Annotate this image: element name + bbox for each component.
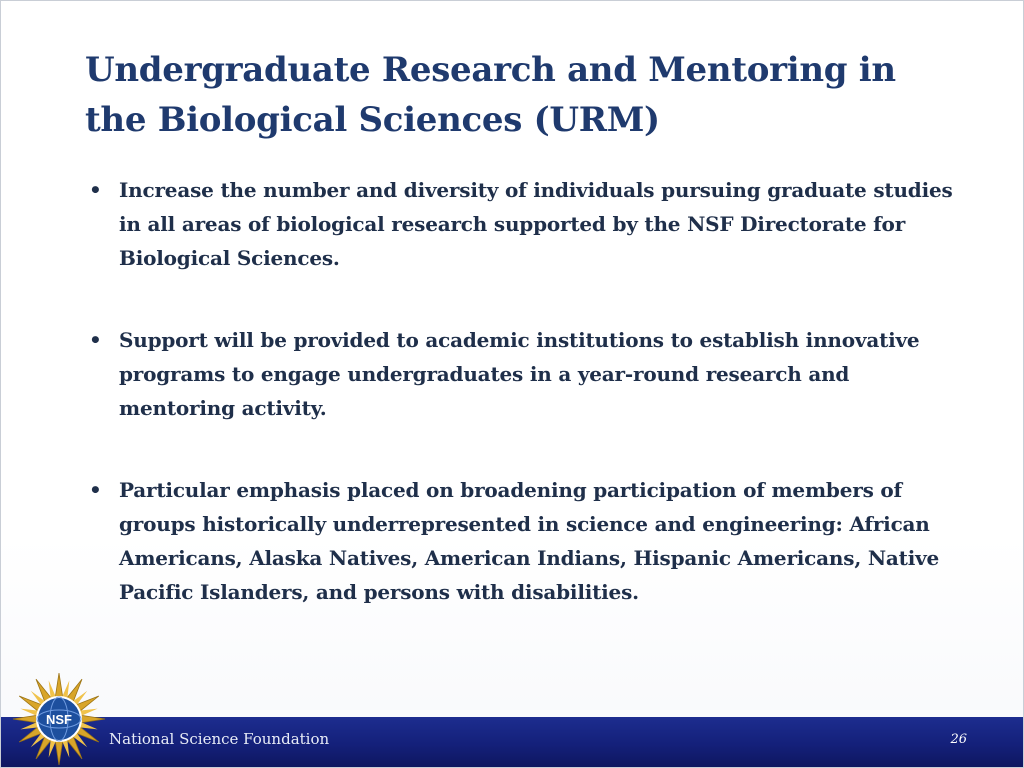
- bullet-text: Support will be provided to academic institutions to establish innovative programs to engage undergraduates in a year-round research and mentoring activity.: [119, 328, 920, 420]
- bullet-text: Increase the number and diversity of individuals pursuing graduate studies in all areas of biological research supported by the NSF Directorate for Biological Sciences.: [119, 178, 953, 270]
- nsf-logo-icon: [9, 669, 109, 768]
- page-number: 26: [950, 732, 967, 747]
- organization-name: National Science Foundation: [109, 730, 330, 748]
- logo-text: NSF: [46, 712, 72, 727]
- slide-title: Undergraduate Research and Mentoring in the Biological Sciences (URM): [85, 50, 896, 140]
- bullet-marker: •: [89, 178, 102, 202]
- bullet-marker: •: [89, 328, 102, 352]
- bullet-item: [87, 173, 957, 275]
- bullet-marker: •: [89, 478, 102, 502]
- bullet-item: [87, 473, 957, 609]
- bullet-text: Particular emphasis placed on broadening participation of members of groups historically underrepresented in science and engineering: African Americans, Alaska Natives, American Indians, Hispanic Americans, Native Pacific Islanders, and persons with disabilities.: [119, 478, 940, 604]
- bullet-list: [87, 173, 957, 657]
- footer-bar: [1, 717, 1023, 767]
- bullet-item: [87, 323, 957, 425]
